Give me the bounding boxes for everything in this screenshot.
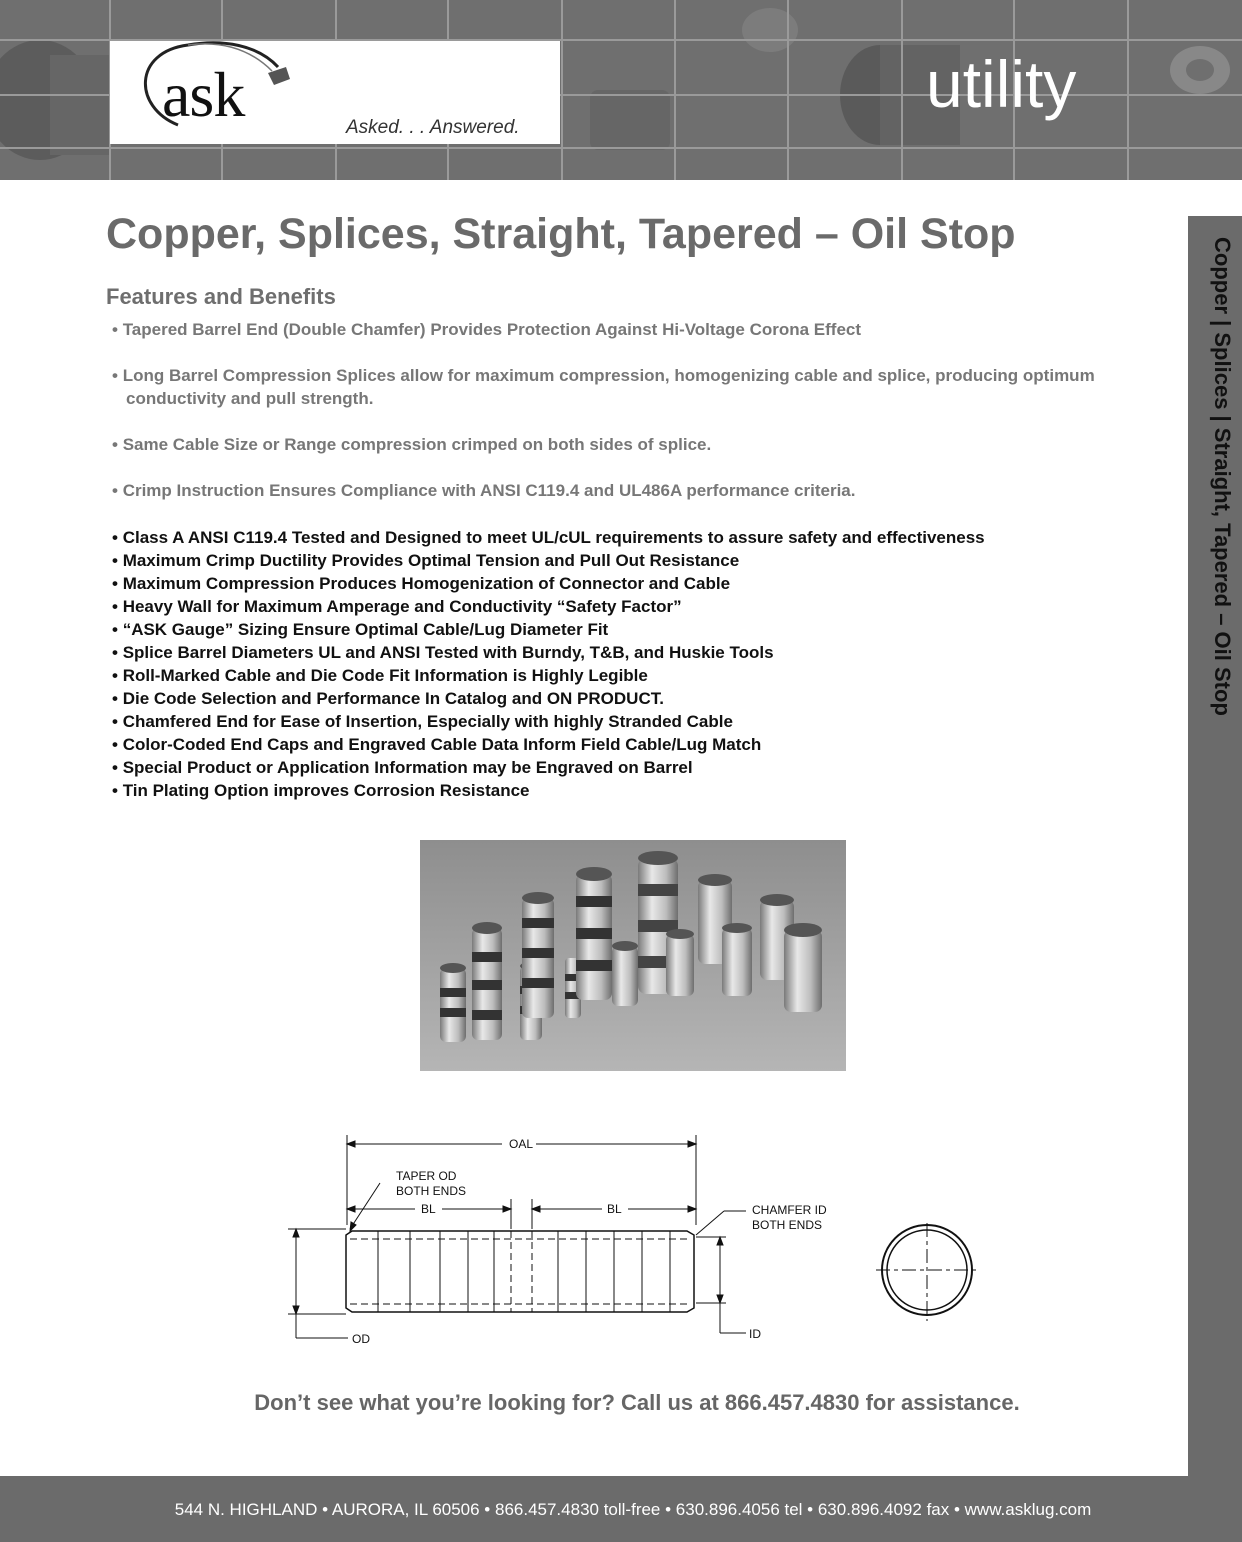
benefit-item: • Class A ANSI C119.4 Tested and Designed to meet UL/cUL requirements to assure safety and effectiveness	[112, 526, 1162, 549]
side-tab-label: Copper | Splices | Straight, Tapered – Oil Stop	[1210, 237, 1235, 716]
product-photo	[420, 840, 846, 1071]
dim-bl-right-label: BL	[607, 1202, 622, 1216]
taper-label-2: BOTH ENDS	[396, 1184, 467, 1198]
benefit-item: • Maximum Crimp Ductility Provides Optimal Tension and Pull Out Resistance	[112, 549, 1162, 572]
feature-item: • Crimp Instruction Ensures Compliance with ANSI C119.4 and UL486A performance criteria.	[112, 479, 1162, 502]
header-banner	[0, 0, 1242, 180]
benefit-item: • Roll-Marked Cable and Die Code Fit Information is Highly Legible	[112, 664, 1162, 687]
dim-id-label: ID	[749, 1327, 761, 1341]
chamfer-label-2: BOTH ENDS	[752, 1218, 823, 1232]
brand-tagline: Asked. . . Answered.	[346, 117, 520, 138]
features-heading: Features and Benefits	[106, 284, 336, 309]
benefit-item: • Die Code Selection and Performance In Catalog and ON PRODUCT.	[112, 687, 1162, 710]
page-title: Copper, Splices, Straight, Tapered – Oil Stop	[106, 210, 1016, 258]
dim-od-label: OD	[352, 1332, 370, 1346]
technical-drawing	[280, 1125, 1000, 1355]
benefit-item: • Color-Coded End Caps and Engraved Cable Data Inform Field Cable/Lug Match	[112, 733, 1162, 756]
feature-item: • Long Barrel Compression Splices allow for maximum compression, homogenizing cable and splice, producing optimum conductivity and pull strength.	[112, 364, 1162, 410]
feature-item: • Same Cable Size or Range compression crimped on both sides of splice.	[112, 433, 1162, 456]
benefit-item: • Special Product or Application Information may be Engraved on Barrel	[112, 756, 1162, 779]
benefit-item: • Heavy Wall for Maximum Amperage and Conductivity “Safety Factor”	[112, 595, 1162, 618]
logo-panel	[110, 41, 560, 144]
dim-oal-label: OAL	[509, 1137, 534, 1151]
dim-bl-left-label: BL	[421, 1202, 436, 1216]
chamfer-label-1: CHAMFER ID	[752, 1203, 827, 1217]
footer-bar	[0, 1476, 1242, 1542]
footer-contact: 544 N. HIGHLAND • AURORA, IL 60506 • 866.457.4830 toll-free • 630.896.4056 tel • 630.896.4092 fax • www.asklug.com	[174, 1500, 1092, 1519]
features-black-list	[112, 526, 1162, 802]
benefit-item: • Tin Plating Option improves Corrosion Resistance	[112, 779, 1162, 802]
features-gray-list	[112, 318, 1162, 525]
brand-logo-text: ask	[162, 59, 245, 130]
benefit-item: • “ASK Gauge” Sizing Ensure Optimal Cable/Lug Diameter Fit	[112, 618, 1162, 641]
category-label: utility	[926, 47, 1077, 121]
benefit-item: • Chamfered End for Ease of Insertion, Especially with highly Stranded Cable	[112, 710, 1162, 733]
benefit-item: • Splice Barrel Diameters UL and ANSI Tested with Burndy, T&B, and Huskie Tools	[112, 641, 1162, 664]
benefit-item: • Maximum Compression Produces Homogenization of Connector and Cable	[112, 572, 1162, 595]
taper-label-1: TAPER OD	[396, 1169, 457, 1183]
feature-item: • Tapered Barrel End (Double Chamfer) Provides Protection Against Hi-Voltage Corona Effect	[112, 318, 1162, 341]
assistance-callout: Don’t see what you’re looking for? Call us at 866.457.4830 for assistance.	[254, 1390, 1020, 1415]
